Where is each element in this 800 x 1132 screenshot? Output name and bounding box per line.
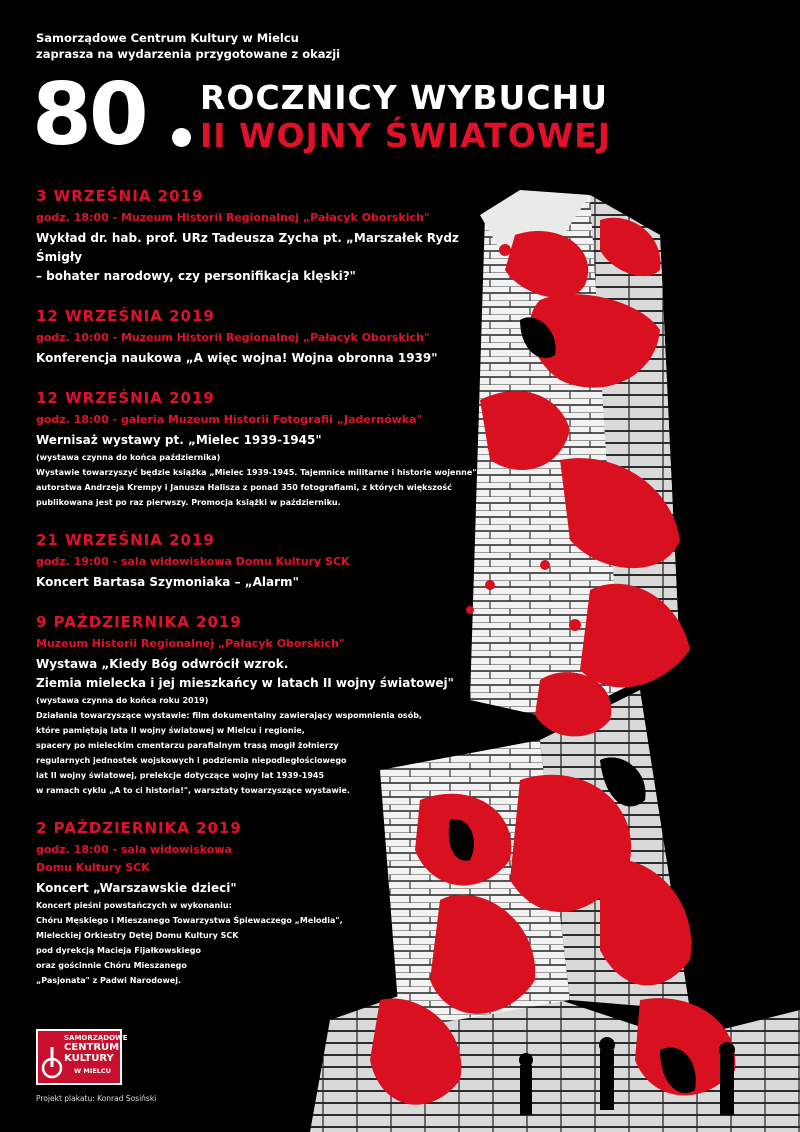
event-title: Koncert „Warszawskie dzieci": [36, 881, 237, 895]
invite-line: zaprasza na wydarzenia przygotowane z okazji: [36, 47, 341, 61]
event-title: Wykład dr. hab. prof. URz Tadeusza Zycha pt. „Marszałek Rydz Śmigły: [36, 231, 459, 264]
event-note: (wystawa czynna do końca października): [36, 453, 221, 462]
event-title: – bohater narodowy, czy personifikacja klęski?": [36, 269, 356, 283]
logo-text-1: SAMORZĄDOWE: [64, 1034, 128, 1042]
event-block: [36, 819, 506, 988]
event-note: lat II wojny światowej, prelekcje dotyczące wojny lat 1939-1945: [36, 771, 325, 780]
event-block: [36, 187, 506, 286]
event-note: Wystawie towarzyszyć będzie książka „Mielec 1939-1945. Tajemnice militarne i historie wojenne": [36, 468, 477, 477]
event-note: (wystawa czynna do końca roku 2019): [36, 696, 209, 705]
poster-credit: Projekt plakatu: Konrad Sosiński: [36, 1094, 157, 1103]
event-note: w ramach cyklu „A to ci historia!", warsztaty towarzyszące wystawie.: [36, 786, 350, 795]
organizer-line: Samorządowe Centrum Kultury w Mielcu: [36, 31, 299, 45]
event-venue: godz. 19:00 - sala widowiskowa Domu Kultury SCK: [36, 555, 350, 568]
event-title: Koncert Bartasa Szymoniaka – „Alarm": [36, 575, 299, 589]
anniversary-number: 80: [32, 65, 146, 165]
event-venue: godz. 10:00 - Muzeum Historii Regionalnej „Pałacyk Oborskich": [36, 331, 430, 344]
title-line-1: ROCZNICY WYBUCHU: [200, 78, 608, 117]
logo-text-2: CENTRUM: [64, 1042, 120, 1053]
events-list: [36, 187, 506, 1009]
event-venue: Domu Kultury SCK: [36, 861, 150, 874]
event-note: spacery po mieleckim cmentarzu parafialnym trasą mogił żołnierzy: [36, 741, 339, 750]
header-intro: [36, 30, 340, 62]
logo-text-3: KULTURY: [64, 1053, 114, 1064]
event-note: pod dyrekcją Macieja Fijałkowskiego: [36, 946, 202, 955]
event-note: regularnych jednostek wojskowych i podziemia niepodległościowego: [36, 756, 347, 765]
event-block: [36, 389, 506, 510]
event-date: 9 PAŹDZIERNIKA 2019: [36, 613, 242, 631]
event-note: autorstwa Andrzeja Krempy i Janusza Halisza z ponad 350 fotografiami, z których większość: [36, 483, 452, 492]
event-date: 21 WRZEŚNIA 2019: [36, 531, 215, 549]
event-block: [36, 307, 506, 368]
event-date: 12 WRZEŚNIA 2019: [36, 389, 215, 407]
event-venue: godz. 18:00 - Muzeum Historii Regionalnej „Pałacyk Oborskich": [36, 211, 430, 224]
event-block: [36, 531, 506, 592]
sck-logo: [36, 1029, 128, 1085]
event-venue: Muzeum Historii Regionalnej „Pałacyk Oborskich": [36, 637, 345, 650]
event-note: Mieleckiej Orkiestry Dętej Domu Kultury SCK: [36, 931, 239, 940]
event-title: Wystawa „Kiedy Bóg odwrócił wzrok.: [36, 657, 289, 671]
event-note: Chóru Męskiego i Mieszanego Towarzystwa Śpiewaczego „Melodia",: [36, 916, 343, 925]
event-title: Ziemia mielecka i jej mieszkańcy w latach II wojny światowej": [36, 676, 454, 690]
event-date: 12 WRZEŚNIA 2019: [36, 307, 215, 325]
title-line-2: II WOJNY ŚWIATOWEJ: [200, 116, 611, 155]
event-date: 2 PAŹDZIERNIKA 2019: [36, 819, 242, 837]
event-block: [36, 613, 506, 798]
event-venue: godz. 18:00 - galeria Muzeum Historii Fotografii „Jadernówka": [36, 413, 423, 426]
event-note: publikowana jest po raz pierwszy. Promocja książki w październiku.: [36, 498, 341, 507]
event-venue: godz. 18:00 - sala widowiskowa: [36, 843, 232, 856]
event-note: „Pasjonata" z Padwi Narodowej.: [36, 976, 182, 985]
event-note: Koncert pieśni powstańczych w wykonaniu:: [36, 901, 232, 910]
event-note: oraz gościnnie Chóru Mieszanego: [36, 961, 187, 970]
event-title: Konferencja naukowa „A więc wojna! Wojna obronna 1939": [36, 351, 438, 365]
logo-text-4: W MIELCU: [74, 1067, 111, 1075]
event-note: które pamiętają lata II wojny światowej w Mielcu i regionie,: [36, 726, 305, 735]
event-note: Działania towarzyszące wystawie: film dokumentalny zawierający wspomnienia osób,: [36, 711, 422, 720]
logo-symbol-icon: [41, 1045, 63, 1079]
anniversary-dot: [172, 128, 191, 147]
event-date: 3 WRZEŚNIA 2019: [36, 187, 204, 205]
event-title: Wernisaż wystawy pt. „Mielec 1939-1945": [36, 433, 322, 447]
